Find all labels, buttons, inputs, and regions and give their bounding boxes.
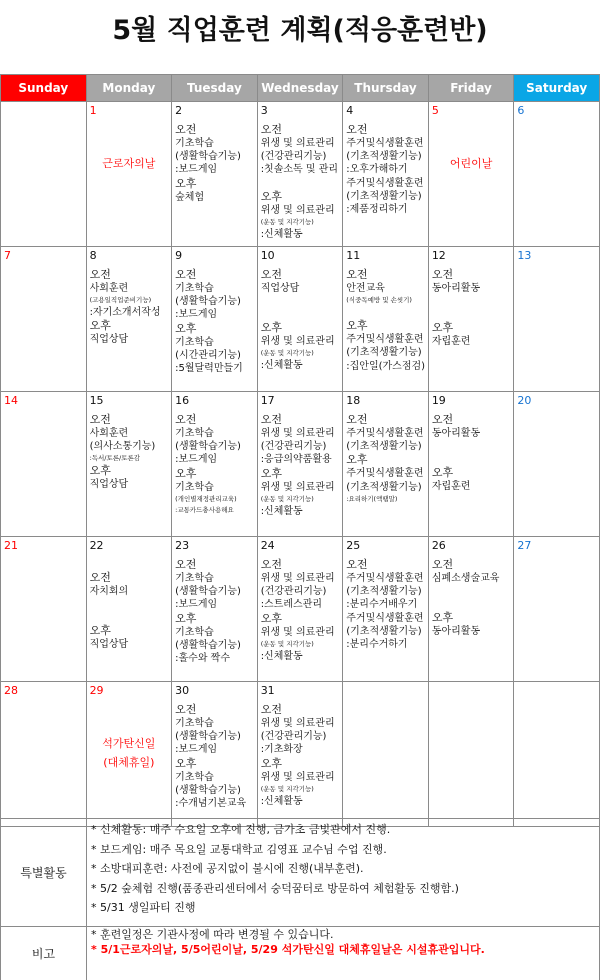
day-schedule: [346, 684, 425, 810]
schedule-line: (시간관리기능): [175, 349, 241, 361]
day-schedule: [175, 118, 254, 244]
remarks-row: [1, 927, 600, 980]
day-cell: [343, 247, 429, 392]
schedule-line: 위생 및 의료관리: [260, 204, 335, 216]
schedule-line: 심폐소생술교육: [431, 573, 500, 584]
schedule-line: (기초적생활기능): [346, 190, 422, 202]
page-title: 5월 직업훈련 계획(적응훈련반): [112, 15, 488, 46]
schedule-line: 기초학습: [175, 771, 214, 783]
schedule-line: 주거및식생활훈련: [346, 177, 424, 189]
spacer: [432, 684, 511, 689]
schedule-line: (기초적생활기능): [346, 151, 422, 163]
day-number: 5: [431, 104, 439, 117]
schedule-line: :교통카드충사용해요: [175, 505, 234, 514]
holiday-label: (대체휴일): [103, 756, 155, 769]
schedule-line: (기초적생활기능): [346, 347, 422, 359]
schedule-line: 기초학습: [175, 718, 214, 729]
spacer: [517, 263, 596, 268]
schedule-line: 위생 및 의료관리: [260, 428, 335, 439]
day-schedule: [4, 553, 83, 679]
calendar-body: [1, 102, 600, 827]
session-label: 오후: [431, 611, 454, 625]
header-sunday: Sunday: [1, 75, 87, 102]
day-number: 31: [260, 684, 275, 697]
day-number: 11: [346, 249, 361, 262]
schedule-line: (운동 및 지각기능): [260, 494, 314, 503]
schedule-line: 안전교육: [346, 283, 385, 294]
special-activities-list: [87, 819, 600, 927]
schedule-line: 기초학습: [175, 428, 214, 439]
day-schedule: [175, 263, 254, 389]
day-number: 17: [260, 394, 275, 407]
session-label: 오후: [260, 756, 282, 770]
day-cell: [257, 392, 343, 537]
day-schedule: [175, 408, 254, 534]
schedule-line: :오후가해하기: [346, 164, 408, 176]
schedule-line: :독서/토론/토론감: [89, 454, 141, 463]
day-schedule: [4, 408, 83, 534]
schedule-line: (생활학습기능): [175, 441, 241, 453]
schedule-line: 자립훈련: [431, 336, 471, 348]
schedule-line: :보드게임: [175, 744, 218, 756]
day-cell: [172, 392, 258, 537]
schedule-line: (고용일직업준비기능): [89, 296, 152, 305]
schedule-line: 직업상담: [89, 334, 129, 346]
schedule-line: :보드게임: [175, 164, 218, 176]
holiday-label: 석가탄신일: [102, 737, 156, 750]
day-number: 18: [346, 394, 361, 407]
day-schedule: [517, 118, 596, 244]
session-label: 오전: [431, 268, 454, 281]
session-label: 오후: [260, 189, 282, 203]
schedule-line: 위생 및 의료관리: [260, 573, 335, 584]
session-label: 오전: [260, 268, 282, 281]
spacer: [517, 553, 596, 558]
day-number: 3: [260, 104, 268, 117]
schedule-line: :5월달력만들기: [175, 363, 243, 375]
day-cell: [1, 102, 87, 247]
schedule-line: [90, 558, 169, 571]
holiday-label: 어린이날: [449, 157, 493, 170]
schedule-line: 동아리활동: [431, 428, 481, 439]
schedule-line: 위생 및 의료관리: [260, 138, 335, 149]
special-item: * 보드게임: 매주 목요일 교통대학교 김영표 교수님 수업 진행.: [91, 842, 387, 856]
schedule-line: [432, 453, 511, 466]
spacer: [346, 684, 425, 689]
session-label: 오전: [175, 123, 197, 136]
schedule-line: 직업상담: [89, 639, 129, 651]
schedule-line: :신체활동: [260, 795, 303, 807]
schedule-line: [432, 440, 511, 453]
day-cell: [86, 102, 172, 247]
day-schedule: [517, 684, 596, 810]
schedule-line: :보드게임: [175, 309, 218, 321]
day-number: 27: [517, 539, 532, 552]
session-label: 오후: [175, 176, 197, 190]
schedule-line: :신체활동: [260, 228, 303, 240]
schedule-line: 사회훈련: [89, 428, 129, 439]
schedule-line: (생활학습기능): [175, 151, 241, 163]
day-number: 29: [89, 684, 104, 697]
spacer: [517, 118, 596, 123]
schedule-line: (운동 및 지각기능): [260, 639, 314, 648]
special-activities-row: [1, 819, 600, 927]
day-cell: [514, 682, 600, 827]
schedule-line: :집안일(가스점검): [346, 360, 425, 372]
schedule-line: 주거및식생활훈련: [346, 138, 424, 149]
session-label: 오후: [175, 466, 197, 480]
day-schedule: [261, 408, 340, 534]
session-label: 오후: [89, 624, 111, 638]
session-label: 오후: [175, 321, 197, 335]
schedule-line: 동아리활동: [431, 283, 481, 294]
day-cell: [86, 682, 172, 827]
holiday-label: 근로자의날: [102, 157, 156, 170]
special-item: * 신체활동: 매주 수요일 오후에 진행, 금가초 금빛관에서 진행.: [91, 823, 391, 836]
schedule-line: [346, 306, 425, 319]
day-number: 4: [346, 104, 354, 117]
remarks-list: [87, 927, 600, 980]
schedule-line: (건강관리기능): [260, 441, 327, 453]
schedule-line: 주거및식생활훈련: [346, 573, 424, 584]
schedule-line: [261, 308, 340, 321]
session-label: 오전: [346, 413, 368, 426]
day-number: 8: [89, 249, 97, 262]
day-number: 15: [89, 394, 104, 407]
schedule-line: :분리수거배우기: [346, 599, 418, 611]
day-schedule: [432, 118, 511, 244]
schedule-line: 직업상담: [89, 479, 129, 491]
schedule-line: :칫솔소독 및 관리: [260, 164, 339, 176]
schedule-line: 기초학습: [175, 336, 214, 348]
day-schedule: [90, 408, 169, 534]
day-cell: [172, 682, 258, 827]
session-label: 오전: [89, 571, 111, 584]
schedule-line: (운동 및 지각기능): [260, 349, 314, 358]
session-label: 오전: [431, 558, 454, 571]
schedule-line: :스트레스관리: [260, 599, 323, 611]
schedule-line: :수개념기본교육: [175, 798, 247, 810]
day-cell: [514, 537, 600, 682]
schedule-line: (운동 및 지각기능): [260, 784, 314, 793]
day-schedule: [346, 553, 425, 679]
schedule-line: 주거및식생활훈련: [346, 612, 424, 624]
schedule-line: (기초적생활기능): [346, 481, 422, 493]
day-cell: [514, 247, 600, 392]
session-label: 오후: [175, 756, 197, 770]
week-row: [1, 537, 600, 682]
special-item: * 5/2 숲체험 진행(품종관리센터에서 숭덕꿈터로 방문하여 체험활동 진행함.): [91, 881, 459, 895]
day-number: 7: [4, 249, 11, 262]
schedule-line: :신체활동: [260, 360, 303, 372]
schedule-line: 위생 및 의료관리: [260, 481, 335, 493]
day-number: 6: [517, 104, 525, 117]
day-number: 22: [89, 539, 104, 552]
day-cell: [343, 682, 429, 827]
schedule-line: 자치회의: [89, 586, 129, 597]
session-label: 오후: [431, 466, 454, 480]
day-schedule: [90, 118, 169, 244]
schedule-line: 기초학습: [175, 481, 214, 493]
schedule-line: :기초화장: [260, 744, 303, 756]
spacer: [517, 408, 596, 413]
spacer: [4, 263, 83, 268]
session-label: 오전: [431, 413, 454, 426]
day-schedule: [432, 408, 511, 534]
schedule-line: [432, 308, 511, 321]
header-saturday: Saturday: [514, 75, 600, 102]
day-cell: [257, 537, 343, 682]
day-number: 24: [260, 539, 275, 552]
day-number: 25: [346, 539, 361, 552]
day-schedule: [175, 698, 254, 824]
day-cell: [343, 537, 429, 682]
day-cell: [514, 392, 600, 537]
session-label: 오전: [260, 558, 282, 571]
header-wednesday: Wednesday: [257, 75, 343, 102]
day-number: 9: [175, 249, 183, 262]
session-label: 오전: [260, 703, 282, 716]
schedule-line: (생활학습기능): [175, 296, 241, 308]
day-schedule: [261, 553, 340, 679]
schedule-line: (식중독예방 및 손씻기): [346, 296, 412, 305]
session-label: 오후: [346, 319, 368, 333]
week-row: [1, 247, 600, 392]
schedule-line: 주거및식생활훈련: [346, 468, 424, 480]
session-label: 오전: [260, 123, 282, 136]
spacer: [4, 553, 83, 558]
day-schedule: [517, 553, 596, 679]
day-cell: [428, 682, 514, 827]
day-number: 19: [431, 394, 446, 407]
remarks-label: 비고: [1, 927, 87, 980]
day-number: 2: [175, 104, 183, 117]
day-cell: [343, 102, 429, 247]
day-cell: [514, 102, 600, 247]
day-number: 13: [517, 249, 532, 262]
day-schedule: [432, 263, 511, 389]
schedule-line: 직업상담: [260, 283, 300, 294]
day-schedule: [261, 118, 340, 244]
day-schedule: [432, 553, 511, 679]
day-schedule: [517, 408, 596, 534]
spacer: [432, 118, 511, 154]
day-schedule: [175, 553, 254, 679]
session-label: 오전: [175, 703, 197, 716]
day-number: 1: [89, 104, 97, 117]
day-schedule: [90, 698, 169, 824]
day-number: 20: [517, 394, 532, 407]
schedule-line: 위생 및 의료관리: [260, 336, 335, 348]
day-schedule: [517, 263, 596, 389]
schedule-line: 숲체험: [175, 191, 205, 203]
schedule-line: (기초적생활기능): [346, 586, 422, 598]
day-number: 21: [4, 539, 18, 552]
week-row: [1, 682, 600, 827]
day-number: 14: [4, 394, 18, 407]
remarks-item: * 훈련일정은 기관사정에 따라 변경될 수 있습니다.: [91, 928, 334, 941]
day-cell: [343, 392, 429, 537]
day-schedule: [346, 118, 425, 244]
schedule-line: [432, 295, 511, 308]
day-schedule: [346, 408, 425, 534]
schedule-line: (기초적생활기능): [346, 625, 422, 637]
day-cell: [428, 392, 514, 537]
day-cell: [1, 392, 87, 537]
day-schedule: [346, 263, 425, 389]
day-number: 16: [175, 394, 190, 407]
special-item: * 소방대피훈련: 사전에 공지없이 불시에 진행(내부훈련).: [91, 862, 364, 875]
day-cell: [1, 537, 87, 682]
day-schedule: [4, 263, 83, 389]
session-label: 오후: [260, 611, 282, 625]
day-number: 10: [260, 249, 275, 262]
day-schedule: [261, 263, 340, 389]
schedule-line: :요리하기(액땜말): [346, 494, 398, 503]
day-cell: [86, 392, 172, 537]
schedule-line: (건강관리기능): [260, 586, 327, 598]
schedule-line: 사회훈련: [89, 283, 129, 294]
session-label: 오전: [175, 413, 197, 426]
schedule-line: (건강관리기능): [260, 151, 327, 163]
schedule-line: 위생 및 의료관리: [260, 718, 335, 729]
schedule-line: 자립훈련: [431, 481, 471, 493]
session-label: 오후: [431, 321, 454, 335]
day-schedule: [90, 263, 169, 389]
schedule-line: [261, 177, 340, 190]
schedule-line: (생활학습기능): [175, 731, 241, 743]
schedule-line: :신체활동: [260, 650, 303, 662]
schedule-line: (생활학습기능): [175, 639, 241, 651]
header-monday: Monday: [86, 75, 172, 102]
spacer: [4, 104, 83, 109]
session-label: 오후: [89, 464, 111, 478]
day-cell: [1, 682, 87, 827]
session-label: 오전: [89, 268, 111, 281]
day-cell: [172, 537, 258, 682]
special-item: * 5/31 생일파티 진행: [91, 901, 196, 914]
schedule-line: (개인별재정관리교육): [175, 494, 237, 503]
session-label: 오후: [346, 453, 368, 467]
session-label: 오전: [175, 558, 197, 571]
header-tuesday: Tuesday: [172, 75, 258, 102]
week-row: [1, 102, 600, 247]
schedule-line: (의사소통기능): [89, 441, 156, 453]
schedule-line: [432, 585, 511, 598]
schedule-line: 주거및식생활훈련: [346, 334, 424, 346]
schedule-line: (기초적생활기능): [346, 441, 422, 453]
weekday-header-row: [1, 75, 600, 102]
session-label: 오전: [346, 558, 368, 571]
day-schedule: [4, 698, 83, 824]
schedule-line: 위생 및 의료관리: [260, 771, 335, 783]
schedule-line: 기초학습: [175, 138, 214, 149]
schedule-line: 기초학습: [175, 573, 214, 584]
day-number: 26: [431, 539, 446, 552]
day-number: 23: [175, 539, 190, 552]
schedule-line: :분리수거하기: [346, 639, 408, 651]
session-label: 오후: [89, 319, 111, 333]
schedule-line: [432, 598, 511, 611]
schedule-line: :자기소개서작성: [89, 307, 161, 319]
schedule-line: (운동 및 지각기능): [260, 217, 314, 226]
session-label: 오전: [346, 268, 368, 281]
schedule-line: :보드게임: [175, 454, 218, 466]
day-schedule: [4, 104, 83, 230]
day-cell: [1, 247, 87, 392]
spacer: [90, 118, 169, 154]
special-activities-label: 특별활동: [1, 819, 87, 927]
week-row: [1, 392, 600, 537]
spacer: [4, 698, 83, 703]
day-cell: [86, 247, 172, 392]
day-cell: [428, 102, 514, 247]
schedule-line: :응급의약품활용: [260, 454, 332, 466]
schedule-line: 동아리활동: [431, 626, 481, 638]
spacer: [517, 684, 596, 689]
schedule-line: [261, 295, 340, 308]
header-thursday: Thursday: [343, 75, 429, 102]
session-label: 오전: [89, 413, 111, 426]
day-schedule: [432, 684, 511, 810]
schedule-line: 기초학습: [175, 283, 214, 294]
session-label: 오전: [260, 413, 282, 426]
session-label: 오전: [175, 268, 197, 281]
calendar-table: [0, 74, 600, 827]
day-cell: [172, 102, 258, 247]
day-schedule: [261, 698, 340, 824]
day-number: 30: [175, 684, 190, 697]
remarks-warning: * 5/1근로자의날, 5/5어린이날, 5/29 석가탄신일 대체휴일날은 시설휴관입니다.: [91, 943, 485, 956]
day-number: 12: [431, 249, 446, 262]
schedule-line: :제품정리하기: [346, 204, 408, 216]
day-cell: [257, 682, 343, 827]
day-cell: [428, 247, 514, 392]
schedule-line: [90, 598, 169, 611]
schedule-line: :신체활동: [260, 505, 303, 517]
spacer: [90, 698, 169, 734]
session-label: 오후: [175, 611, 197, 625]
header-friday: Friday: [428, 75, 514, 102]
day-cell: [172, 247, 258, 392]
day-cell: [257, 247, 343, 392]
day-cell: [86, 537, 172, 682]
schedule-line: 주거및식생활훈련: [346, 428, 424, 439]
schedule-line: 기초학습: [175, 626, 214, 638]
session-label: 오후: [260, 466, 282, 480]
schedule-line: (생활학습기능): [175, 586, 241, 598]
schedule-line: (건강관리기능): [260, 731, 327, 743]
schedule-line: :홀수와 짝수: [175, 653, 230, 665]
schedule-line: [90, 611, 169, 624]
session-label: 오전: [346, 123, 368, 136]
day-cell: [257, 102, 343, 247]
spacer: [4, 408, 83, 413]
schedule-line: :보드게임: [175, 599, 218, 611]
day-schedule: [90, 553, 169, 679]
day-number: 28: [4, 684, 18, 697]
day-cell: [428, 537, 514, 682]
notes-table: [0, 818, 600, 980]
schedule-line: 위생 및 의료관리: [260, 626, 335, 638]
schedule-line: (생활학습기능): [175, 784, 241, 796]
session-label: 오후: [260, 321, 282, 335]
